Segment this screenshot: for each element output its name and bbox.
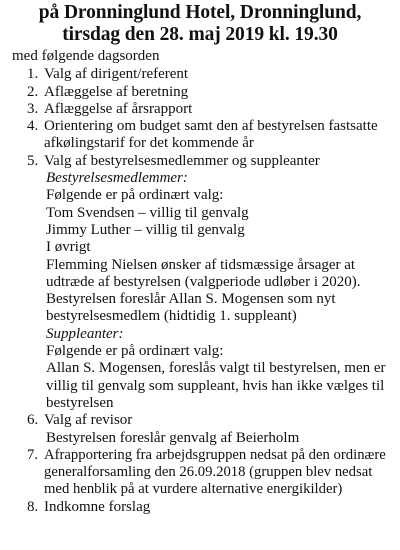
agenda-item-number: 5. (27, 152, 39, 169)
board-misc-label: I øvrigt (46, 239, 91, 256)
agenda-item-7 (0, 447, 400, 499)
agenda-item-text: Valg af dirigent/referent (44, 66, 189, 83)
agenda-item-text: Aflæggelse af beretning (44, 83, 189, 100)
board-candidate-1: Tom Svendsen – villig til genvalg (46, 204, 249, 221)
board-members-heading: Bestyrelsesmedlemmer: (46, 170, 188, 187)
agenda-item-4 (0, 118, 400, 153)
agenda-item-number: 3. (27, 100, 39, 117)
auditor-details (46, 430, 400, 447)
agenda-intro: med følgende dagsorden (12, 48, 160, 64)
alternates-text: Allan S. Mogensen, foreslås valgt til bestyrelsen, men er villig til genvalg som suppleant, hvis han ikke vælges til bestyrelsen (46, 360, 386, 411)
meeting-header (0, 2, 400, 46)
agenda-item-1 (0, 66, 400, 83)
agenda-item-8 (0, 499, 400, 516)
agenda-item-3 (0, 101, 400, 118)
agenda-item-number: 6. (27, 412, 39, 429)
auditor-proposal-text: Bestyrelsen foreslår genvalg af Beierholm (46, 429, 300, 446)
agenda-item-text: Afrapportering fra arbejdsgruppen nedsat på den ordinære generalforsamling den 26.09.2018 (gruppen blev nedsat med henblik på at vurdere alternative energikilder) (44, 446, 386, 498)
agenda-item-number: 2. (27, 83, 39, 100)
agenda-list (0, 66, 400, 516)
agenda-item-text: Aflæggelse af årsrapport (44, 100, 193, 117)
agenda-item-text: Orientering om budget samt den af bestyrelsen fastsatte afkølingstarif for det kommende år (44, 118, 378, 152)
agenda-item-number: 7. (27, 446, 39, 463)
header-line-1: på Dronninglund Hotel, Dronninglund, (38, 2, 362, 23)
board-resignation-text: Flemming Nielsen ønsker af tidsmæssige årsager at udtræde af bestyrelsen (valgperiode udløber i 2020). (46, 256, 361, 290)
board-proposal-text: Bestyrelsen foreslår Allan S. Mogensen som nyt bestyrelsesmedlem (hidtidig 1. suppleant) (46, 291, 336, 325)
board-candidate-2: Jimmy Luther – villig til genvalg (46, 221, 245, 238)
agenda-item-text: Valg af bestyrelsesmedlemmer og suppleanter (44, 152, 320, 169)
agenda-item-6 (0, 412, 400, 447)
agenda-item-text: Valg af revisor (44, 412, 133, 429)
alternates-election-intro: Følgende er på ordinært valg: (46, 343, 224, 360)
agenda-item-number: 4. (27, 118, 39, 135)
board-election-intro: Følgende er på ordinært valg: (46, 187, 224, 204)
agenda-item-text: Indkomne forslag (44, 498, 151, 515)
election-details (46, 170, 400, 412)
header-line-2: tirsdag den 28. maj 2019 kl. 19.30 (62, 24, 338, 45)
agenda-item-2 (0, 84, 400, 101)
alternates-heading: Suppleanter: (46, 325, 124, 342)
agenda-item-number: 1. (27, 66, 39, 83)
agenda-item-number: 8. (27, 498, 39, 515)
agenda-item-5 (0, 153, 400, 412)
